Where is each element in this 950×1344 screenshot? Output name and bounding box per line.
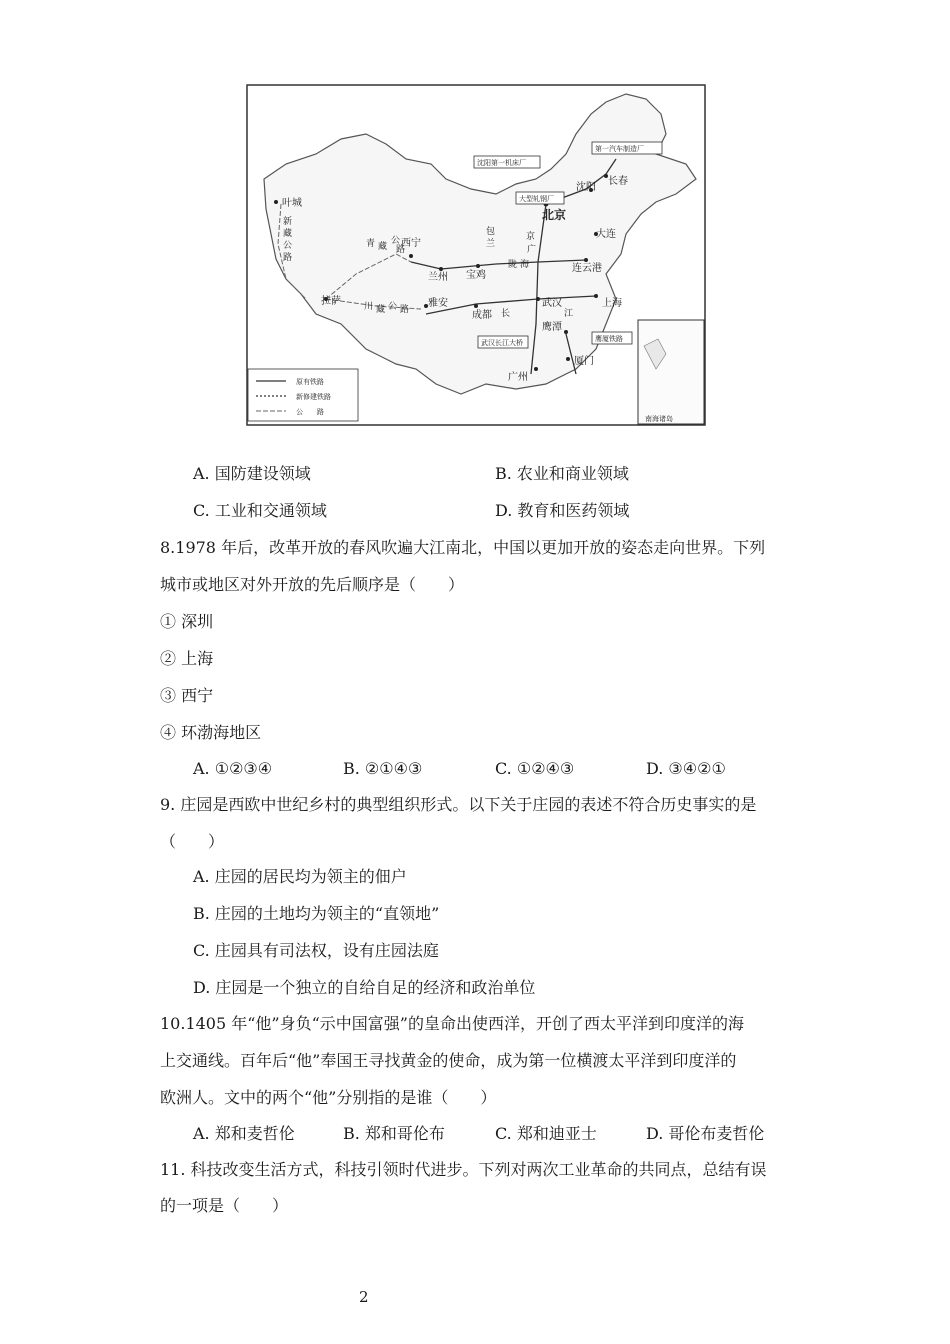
q7-option-c: C. 工业和交通领域 (193, 501, 327, 520)
inset-label: 南海诸岛 (645, 415, 673, 423)
q8-stem-line1: 8.1978 年后，改革开放的春风吹遍大江南北，中国以更加开放的姿态走向世界。下列 (160, 538, 766, 557)
route-char: 兰 (486, 239, 496, 249)
q10-option-d: D. 哥伦布麦哲伦 (646, 1124, 765, 1143)
callout-shenyang-tool (474, 156, 540, 168)
route-char: 公 (388, 302, 398, 312)
route-char: 藏 (378, 242, 388, 252)
q8-option-b: B. ②①④③ (343, 759, 423, 778)
city-shenyang: 沈阳 (576, 182, 596, 193)
q10-stem-line2: 上交通线。百年后“他”奉国王寻找黄金的使命，成为第一位横渡太平洋到印度洋的 (160, 1051, 737, 1070)
city-baoji: 宝鸡 (466, 270, 486, 281)
city-yecheng: 叶城 (282, 198, 302, 209)
q7-option-a: A. 国防建设领域 (193, 464, 311, 483)
route-char: 路 (396, 245, 406, 255)
south-china-sea-inset (638, 320, 704, 424)
city-lasa: 拉萨 (321, 296, 341, 307)
route-char: 海 (520, 260, 530, 270)
q8-item-2: ② 上海 (160, 649, 214, 668)
city-changchun: 长春 (608, 176, 628, 187)
q8-option-a: A. ①②③④ (193, 759, 273, 778)
city-xiamen: 厦门 (574, 356, 594, 367)
route-char: 公 (283, 241, 293, 251)
q9-stem-line1: 9. 庄园是西欧中世纪乡村的典型组织形式。以下关于庄园的表述不符合历史事实的是 (160, 795, 757, 814)
callout-yingxia-rail (592, 332, 632, 344)
q9-option-a: A. 庄园的居民均为领主的佃户 (193, 867, 407, 886)
q11-stem-line2: 的一项是（ ） (160, 1196, 289, 1215)
q9-option-c: C. 庄园具有司法权，设有庄园法庭 (193, 941, 439, 960)
route-char: 广 (527, 245, 537, 255)
q11-stem-line1: 11. 科技改变生活方式，科技引领时代进步。下列对两次工业革命的共同点，总结有误 (160, 1160, 767, 1179)
route-char: 江 (564, 309, 574, 319)
q9-option-d: D. 庄园是一个独立的自给自足的经济和政治单位 (193, 978, 536, 997)
route-char: 京 (526, 232, 536, 242)
svg-text:武汉长江大桥: 武汉长江大桥 (481, 339, 523, 347)
route-char: 公 (391, 236, 401, 246)
city-guangzhou: 广州 (508, 372, 528, 383)
callout-faw (592, 142, 662, 154)
route-char: 川 (364, 302, 374, 312)
route-char: 藏 (283, 229, 293, 239)
svg-text:新修建铁路: 新修建铁路 (296, 393, 331, 401)
q8-option-d: D. ③④②① (646, 759, 726, 778)
city-yingtan: 鹰潭 (542, 322, 562, 333)
china-industry-transport-map (246, 84, 706, 426)
route-char: 青 (366, 239, 376, 249)
q10-option-c: C. 郑和迪亚士 (495, 1124, 597, 1143)
city-yaan: 雅安 (428, 298, 448, 309)
route-char: 包 (486, 227, 496, 237)
route-char: 长 (501, 309, 511, 319)
q8-stem-line2: 城市或地区对外开放的先后顺序是（ ） (160, 575, 465, 594)
q10-stem-line3: 欧洲人。文中的两个“他”分别指的是谁（ ） (160, 1088, 497, 1107)
callout-rolling-mill (516, 192, 564, 204)
q8-item-4: ④ 环渤海地区 (160, 723, 262, 742)
q10-option-a: A. 郑和麦哲伦 (193, 1124, 295, 1143)
route-char: 陇 (508, 260, 518, 270)
q7-option-b: B. 农业和商业领域 (495, 464, 629, 483)
city-chengdu: 成都 (472, 310, 492, 321)
q8-item-3: ③ 西宁 (160, 686, 214, 705)
svg-text:沈阳第一机床厂: 沈阳第一机床厂 (477, 159, 526, 167)
route-char: 路 (400, 305, 410, 315)
city-dalian: 大连 (596, 229, 616, 240)
route-char: 路 (283, 253, 293, 263)
q8-item-1: ① 深圳 (160, 612, 214, 631)
svg-text:公 路: 公 路 (296, 408, 324, 416)
city-shanghai: 上海 (602, 298, 622, 309)
map-legend (248, 369, 358, 421)
q9-stem-line2: （ ） (160, 832, 225, 851)
callout-wuhan-bridge (478, 336, 528, 348)
svg-text:第一汽车制造厂: 第一汽车制造厂 (595, 145, 644, 153)
page-number: 2 (359, 1288, 369, 1306)
city-wuhan: 武汉 (542, 298, 562, 309)
q8-option-c: C. ①②④③ (495, 759, 575, 778)
q7-option-d: D. 教育和医药领域 (495, 501, 630, 520)
city-beijing: 北京 (542, 208, 567, 222)
svg-text:原有铁路: 原有铁路 (296, 378, 324, 386)
route-char: 新 (283, 217, 293, 227)
q10-option-b: B. 郑和哥伦布 (343, 1124, 445, 1143)
q9-option-b: B. 庄园的土地均为领主的“直领地” (193, 904, 440, 923)
svg-text:大型轧钢厂: 大型轧钢厂 (519, 195, 554, 203)
q10-stem-line1: 10.1405 年“他”身负“示中国富强”的皇命出使西洋，开创了西太平洋到印度洋的海 (160, 1014, 744, 1033)
city-lianyungang: 连云港 (572, 263, 602, 274)
route-char: 藏 (376, 305, 386, 315)
city-xining: 西宁 (401, 238, 421, 249)
city-lanzhou: 兰州 (428, 272, 448, 283)
svg-text:鹰厦铁路: 鹰厦铁路 (595, 335, 623, 343)
